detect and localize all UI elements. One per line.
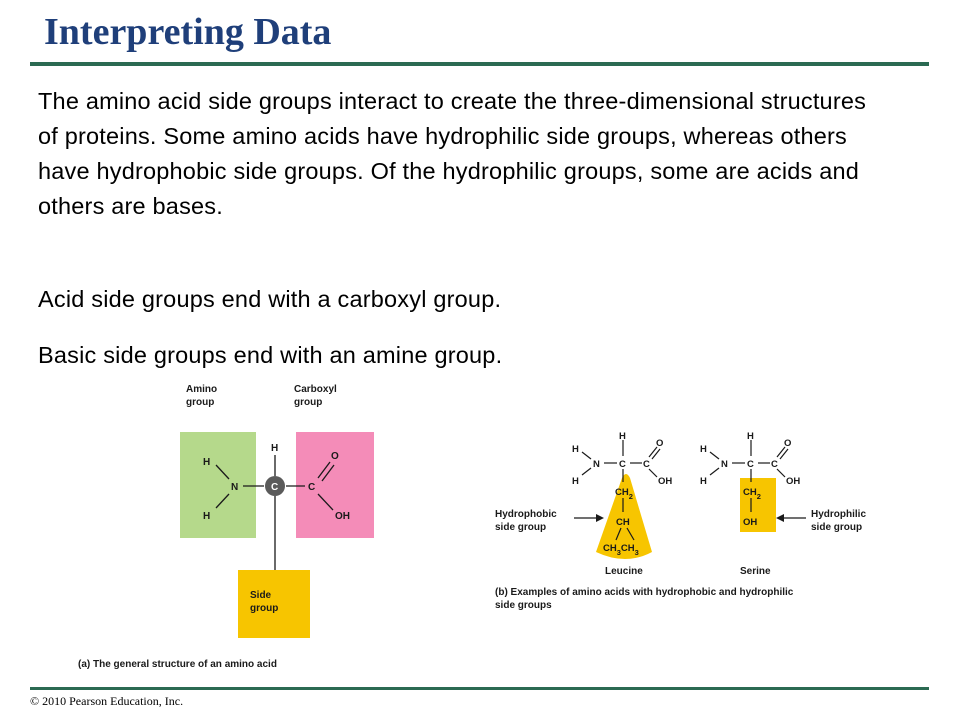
carboxyl-group-label-line1: Carboxyl [294, 384, 337, 395]
atom-h-top: H [271, 443, 279, 454]
ser-atom-c: C [771, 459, 778, 470]
leu-atom-c: C [643, 459, 650, 470]
hydrophobic-arrowhead [596, 514, 604, 522]
figure-b-caption-line1: (b) Examples of amino acids with hydrophobic and hydrophilic [495, 587, 794, 598]
amino-group-label-line2: group [186, 397, 215, 408]
leu-atom-h-upper: H [572, 444, 579, 455]
leu-atom-h-top: H [619, 431, 626, 442]
figure-a-caption: (a) The general structure of an amino acid [78, 659, 277, 670]
leu-ch3ch3: $CH_3CH_3$ [603, 543, 639, 557]
leu-atom-h-lower: H [572, 476, 579, 487]
leu-ch: CH [616, 517, 630, 528]
ser-atom-o: O [784, 438, 792, 449]
intro-paragraph: The amino acid side groups interact to create the three-dimensional structures of proteins. Some amino acids have hydrophilic side groups, whereas others have hydrophobic side groups. Of the hydrophilic groups, some are acids and others are bases. [38, 88, 867, 219]
hydrophilic-arrowhead [776, 514, 784, 522]
ser-atom-h-lower: H [700, 476, 707, 487]
base-statement: Basic side groups end with an amine group. [38, 342, 503, 368]
leu-ch2: $CH_2$ [615, 487, 633, 501]
amino-group-label-line1: Amino [186, 384, 218, 395]
leu-atom-c-alpha: C [619, 459, 626, 470]
footer-divider [30, 687, 929, 690]
carboxyl-group-label-line2: group [294, 397, 323, 408]
leu-atom-oh: OH [658, 476, 673, 487]
atom-c-carboxyl: C [308, 482, 316, 493]
ser-atom-oh: OH [786, 476, 801, 487]
hydrophilic-label-line1: Hydrophilic [811, 509, 867, 520]
leu-atom-n: N [593, 459, 600, 470]
ser-atom-h-top: H [747, 431, 754, 442]
leu-atom-o: O [656, 438, 664, 449]
atom-h-amino-lower: H [203, 511, 211, 522]
hydrophobic-label-line1: Hydrophobic [495, 509, 557, 520]
slide-title: Interpreting Data [44, 11, 332, 53]
ser-atom-c-alpha: C [747, 459, 754, 470]
side-group-label-line1: Side [250, 590, 272, 601]
figure-b [495, 431, 866, 611]
atom-oh: OH [335, 511, 350, 522]
alpha-carbon-label: C [271, 482, 279, 493]
serine-label: Serine [740, 566, 771, 577]
acid-statement: Acid side groups end with a carboxyl group. [38, 286, 502, 312]
figure-a [78, 384, 374, 670]
leucine-label: Leucine [605, 566, 643, 577]
hydrophobic-label-line2: side group [495, 522, 547, 533]
atom-o: O [331, 451, 339, 462]
amino-group-box [180, 432, 256, 538]
side-group-label-line2: group [250, 603, 279, 614]
hydrophilic-label-line2: side group [811, 522, 863, 533]
atom-h-amino-upper: H [203, 457, 211, 468]
copyright-footer: © 2010 Pearson Education, Inc. [30, 694, 184, 708]
atom-n: N [231, 482, 239, 493]
figure-b-caption-line2: side groups [495, 600, 552, 611]
ser-atom-n: N [721, 459, 728, 470]
ser-ch2: $CH_2$ [743, 487, 761, 501]
ser-atom-h-upper: H [700, 444, 707, 455]
ser-oh: OH [743, 517, 758, 528]
